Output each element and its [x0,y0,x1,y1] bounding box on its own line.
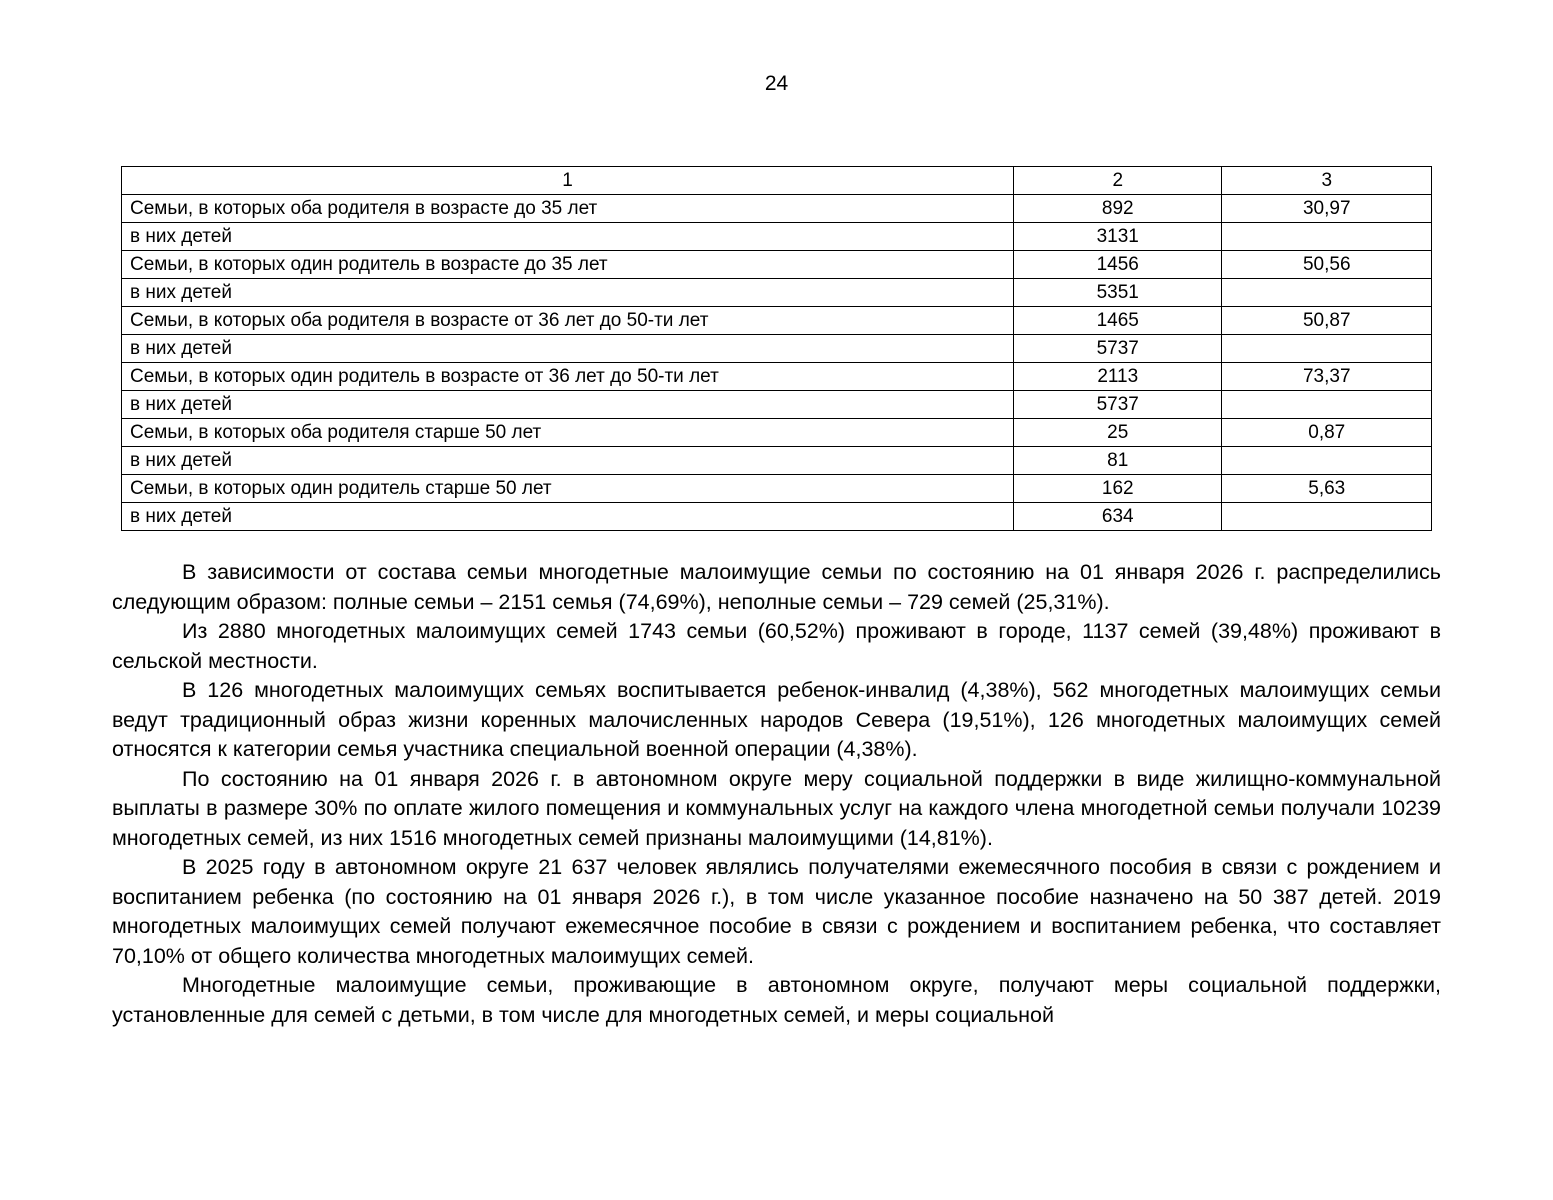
column-header-2: 2 [1014,167,1222,195]
row-percent [1222,335,1432,363]
row-count: 5737 [1014,391,1222,419]
table-row [122,251,1432,279]
row-label: в них детей [122,503,1014,531]
paragraph: В 126 многодетных малоимущих семьях воспитывается ребенок-инвалид (4,38%), 562 многодетных малоимущих семьи ведут традиционный образ жизни коренных малочисленных народов Севера (19,51%), 126 многодетных малоимущих семей относятся к категории семья участника специальной военной операции (4,38%). [112,678,1441,761]
row-percent: 5,63 [1222,475,1432,503]
paragraph: По состоянию на 01 января 2026 г. в автономном округе меру социальной поддержки в виде жилищно-коммунальной выплаты в размере 30% по оплате жилого помещения и коммунальных услуг на каждого члена многодетной семьи получали 10239 многодетных семей, из них 1516 многодетных семей признаны малоимущими (14,81%). [112,766,1441,850]
paragraph: В зависимости от состава семьи многодетные малоимущие семьи по состоянию на 01 января 2026 г. распределились следующим образом: полные семьи – 2151 семья (74,69%), неполные семьи – 729 семей (25,31%). [112,560,1441,614]
row-label: Семьи, в которых один родитель старше 50 лет [122,475,1014,503]
page-number: 24 [764,72,789,95]
row-label: в них детей [122,223,1014,251]
row-percent [1222,279,1432,307]
row-count: 5737 [1014,335,1222,363]
row-percent: 50,56 [1222,251,1432,279]
table-row [122,503,1432,531]
row-label: Семьи, в которых один родитель в возрасте от 36 лет до 50-ти лет [122,363,1014,391]
table-row [122,419,1432,447]
row-count: 634 [1014,503,1222,531]
paragraph: Из 2880 многодетных малоимущих семей 1743 семьи (60,52%) проживают в городе, 1137 семей (39,48%) проживают в сельской местности. [112,619,1441,673]
table-row [122,195,1432,223]
table-row [122,307,1432,335]
table-row [122,475,1432,503]
row-label: Семьи, в которых оба родителя в возрасте до 35 лет [122,195,1014,223]
row-count: 25 [1014,419,1222,447]
row-count: 3131 [1014,223,1222,251]
statistics-table [121,166,1432,531]
paragraph: Многодетные малоимущие семьи, проживающие в автономном округе, получают меры социальной поддержки, установленные для семей с детьми, в том числе для многодетных семей, и меры социальной [112,973,1441,1027]
table-row [122,391,1432,419]
row-percent: 73,37 [1222,363,1432,391]
row-percent [1222,503,1432,531]
row-label: в них детей [122,335,1014,363]
column-header-1: 1 [122,167,1014,195]
row-count: 2113 [1014,363,1222,391]
table-row [122,279,1432,307]
row-percent [1222,391,1432,419]
table-row [122,223,1432,251]
row-label: Семьи, в которых оба родителя старше 50 лет [122,419,1014,447]
row-label: в них детей [122,279,1014,307]
row-percent [1222,447,1432,475]
paragraph: В 2025 году в автономном округе 21 637 человек являлись получателями ежемесячного пособия в связи с рождением и воспитанием ребенка (по состоянию на 01 января 2026 г.), в том числе указанное пособие назначено на 50 387 детей. 2019 многодетных малоимущих семей получают ежемесячное пособие в связи с рождением и воспитанием ребенка, что составляет 70,10% от общего количества многодетных малоимущих семей. [112,855,1441,968]
row-label: в них детей [122,447,1014,475]
row-percent: 30,97 [1222,195,1432,223]
row-percent: 0,87 [1222,419,1432,447]
row-count: 1465 [1014,307,1222,335]
body-text [112,558,1441,1030]
table-row [122,447,1432,475]
table-row [122,335,1432,363]
row-count: 892 [1014,195,1222,223]
row-count: 81 [1014,447,1222,475]
column-header-3: 3 [1222,167,1432,195]
table-header-row [122,167,1432,195]
row-label: Семьи, в которых один родитель в возрасте до 35 лет [122,251,1014,279]
row-percent [1222,223,1432,251]
row-label: Семьи, в которых оба родителя в возрасте от 36 лет до 50-ти лет [122,307,1014,335]
row-count: 5351 [1014,279,1222,307]
row-percent: 50,87 [1222,307,1432,335]
row-count: 162 [1014,475,1222,503]
row-count: 1456 [1014,251,1222,279]
table-row [122,363,1432,391]
row-label: в них детей [122,391,1014,419]
